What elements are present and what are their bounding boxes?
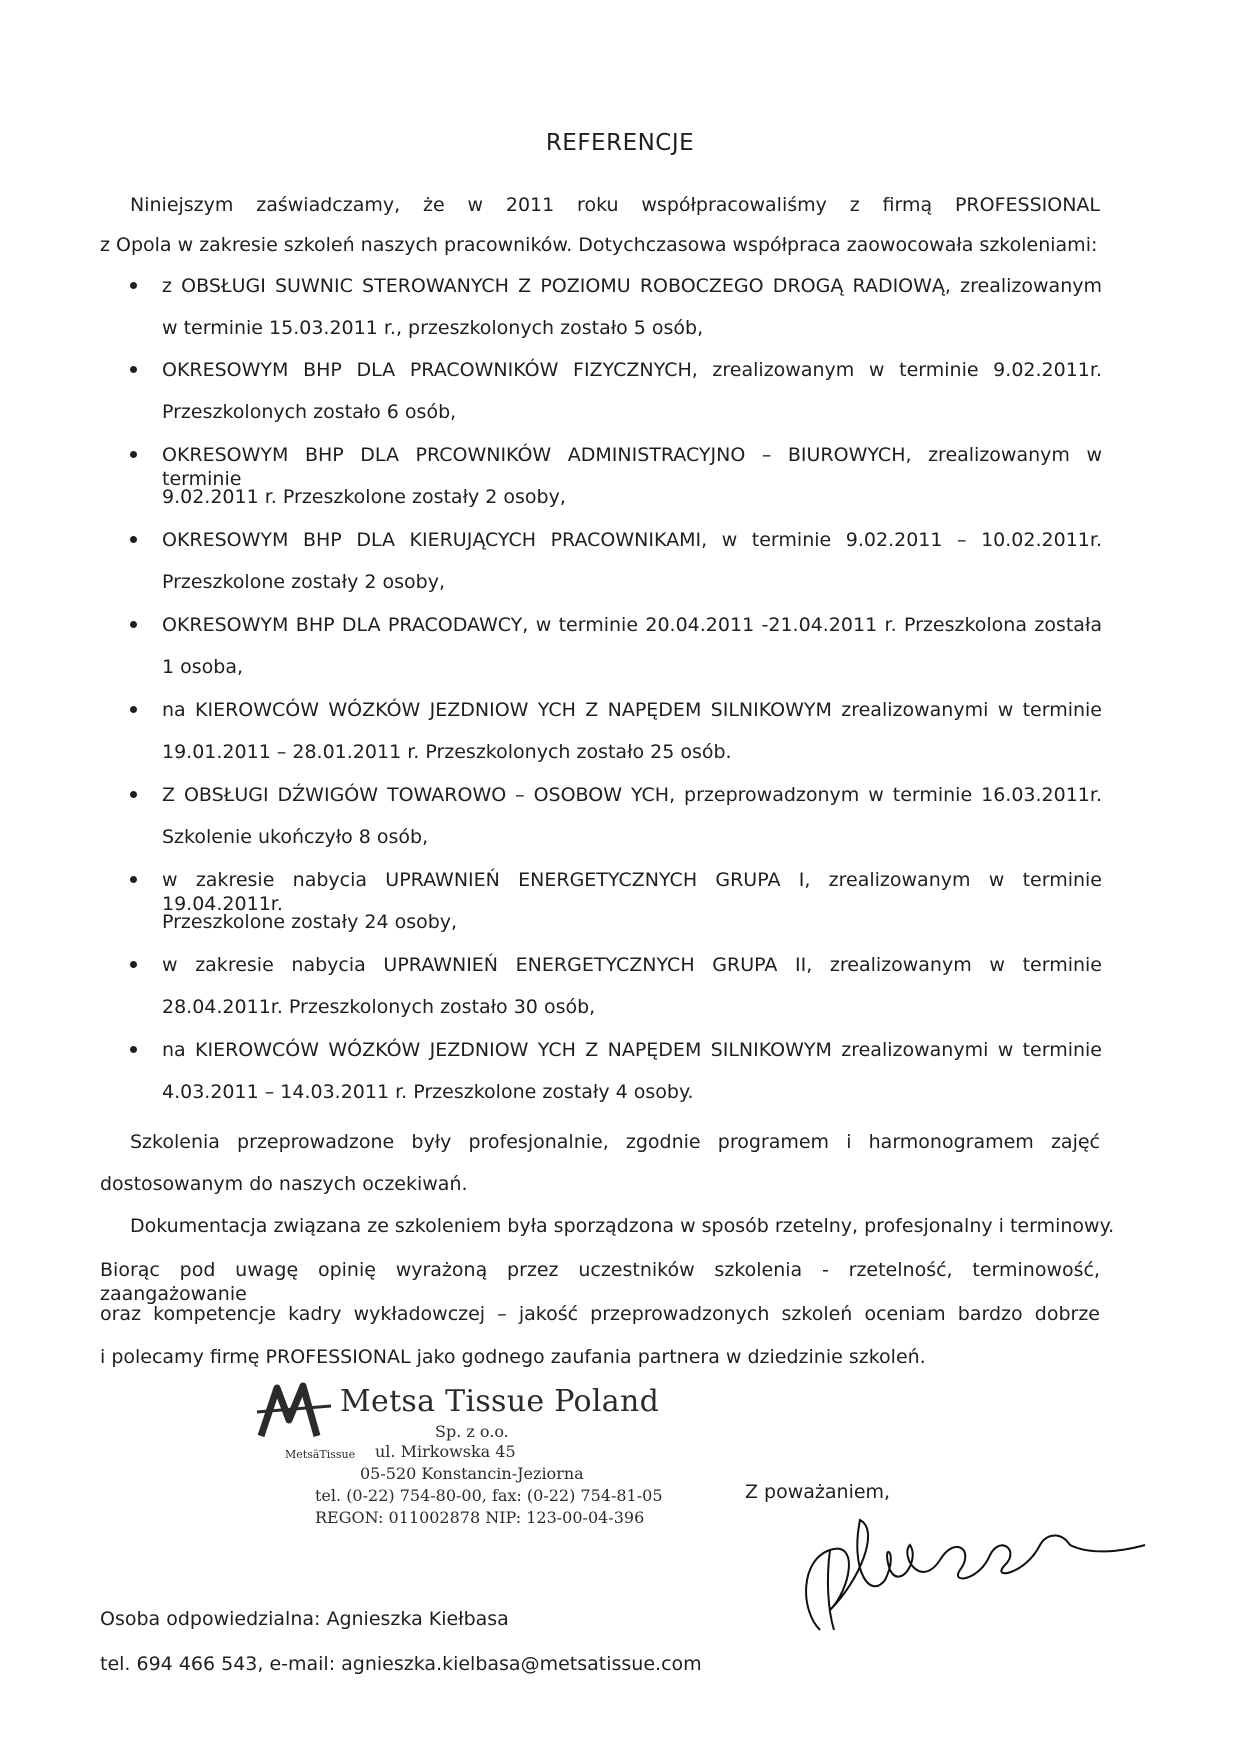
list-item-line-2: Szkolenie ukończyło 8 osób, xyxy=(162,826,429,848)
handwritten-signature xyxy=(790,1490,1150,1640)
bullet-dot xyxy=(130,961,137,968)
list-item-line-2: 4.03.2011 – 14.03.2011 r. Przeszkolone zostały 4 osoby. xyxy=(162,1081,694,1103)
list-item-line-2: 1 osoba, xyxy=(162,656,244,678)
list-item-line-2: w terminie 15.03.2011 r., przeszkolonych zostało 5 osób, xyxy=(162,317,704,339)
list-item-line-2: Przeszkolone zostały 24 osoby, xyxy=(162,911,458,933)
bullet-dot xyxy=(130,791,137,798)
company-logo-icon xyxy=(255,1380,335,1440)
closing-line-6: i polecamy firmę PROFESSIONAL jako godnego zaufania partnera w dziedzinie szkoleń. xyxy=(100,1346,926,1368)
closing-line-1: Szkolenia przeprowadzone były profesjonalnie, zgodnie programem i harmonogramem zajęć xyxy=(130,1131,1100,1153)
list-item-line-2: 19.01.2011 – 28.01.2011 r. Przeszkolonych zostało 25 osób. xyxy=(162,741,732,763)
bullet-dot xyxy=(130,451,137,458)
list-item-line-1: z OBSŁUGI SUWNIC STEROWANYCH Z POZIOMU ROBOCZEGO DROGĄ RADIOWĄ, zrealizowanym xyxy=(162,275,1102,297)
closing-line-3: Dokumentacja związana ze szkoleniem była sporządzona w sposób rzetelny, profesjonalny i terminowy. xyxy=(130,1215,1115,1237)
list-item-line-1: OKRESOWYM BHP DLA PRACODAWCY, w terminie 20.04.2011 -21.04.2011 r. Przeszkolona została xyxy=(162,614,1102,636)
intro-line-1: Niniejszym zaświadczamy, że w 2011 roku współpracowaliśmy z firmą PROFESSIONAL xyxy=(130,194,1100,216)
closing-line-2: dostosowanym do naszych oczekiwań. xyxy=(100,1173,468,1195)
list-item-line-2: 9.02.2011 r. Przeszkolone zostały 2 osoby, xyxy=(162,486,566,508)
list-item-line-1: Z OBSŁUGI DŹWIGÓW TOWAROWO – OSOBOW YCH, przeprowadzonym w terminie 16.03.2011r. xyxy=(162,784,1102,806)
regards-text: Z poważaniem, xyxy=(745,1481,891,1503)
bullet-dot xyxy=(130,876,137,883)
stamp-brand: MetsäTissue xyxy=(285,1448,356,1461)
bullet-dot xyxy=(130,621,137,628)
bullet-dot xyxy=(130,536,137,543)
stamp-phone: tel. (0-22) 754-80-00, fax: (0-22) 754-81-05 xyxy=(315,1486,663,1505)
company-stamp xyxy=(255,1380,675,1570)
list-item-line-2: Przeszkolonych zostało 6 osób, xyxy=(162,401,457,423)
list-item-line-1: w zakresie nabycia UPRAWNIEŃ ENERGETYCZNYCH GRUPA II, zrealizowanym w terminie xyxy=(162,954,1102,976)
list-item-line-1: OKRESOWYM BHP DLA KIERUJĄCYCH PRACOWNIKAMI, w terminie 9.02.2011 – 10.02.2011r. xyxy=(162,529,1102,551)
list-item-line-1: OKRESOWYM BHP DLA PRCOWNIKÓW ADMINISTRACYJNO – BIUROWYCH, zrealizowanym w terminie xyxy=(162,444,1102,490)
bullet-dot xyxy=(130,366,137,373)
stamp-legal-form: Sp. z o.o. xyxy=(435,1422,509,1441)
list-item-line-2: Przeszkolone zostały 2 osoby, xyxy=(162,571,445,593)
bullet-dot xyxy=(130,706,137,713)
list-item-line-1: w zakresie nabycia UPRAWNIEŃ ENERGETYCZNYCH GRUPA I, zrealizowanym w terminie 19.04.2011r. xyxy=(162,869,1102,915)
list-item-line-1: na KIEROWCÓW WÓZKÓW JEZDNIOW YCH Z NAPĘDEM SILNIKOWYM zrealizowanymi w terminie xyxy=(162,1039,1102,1061)
list-item-line-1: na KIEROWCÓW WÓZKÓW JEZDNIOW YCH Z NAPĘDEM SILNIKOWYM zrealizowanymi w terminie xyxy=(162,699,1102,721)
bullet-dot xyxy=(130,282,137,289)
stamp-city: 05-520 Konstancin-Jeziorna xyxy=(360,1464,584,1483)
intro-line-2: z Opola w zakresie szkoleń naszych pracowników. Dotychczasowa współpraca zaowocowała szkoleniami: xyxy=(100,234,1098,256)
stamp-street: ul. Mirkowska 45 xyxy=(375,1442,516,1461)
list-item-line-2: 28.04.2011r. Przeszkolonych zostało 30 osób, xyxy=(162,996,596,1018)
bullet-dot xyxy=(130,1046,137,1053)
contact-details: tel. 694 466 543, e-mail: agnieszka.kielbasa@metsatissue.com xyxy=(100,1653,702,1675)
closing-line-4: Biorąc pod uwagę opinię wyrażoną przez uczestników szkolenia - rzetelność, terminowość, zaangażowanie xyxy=(100,1259,1100,1305)
contact-person: Osoba odpowiedzialna: Agnieszka Kiełbasa xyxy=(100,1608,509,1630)
closing-line-5: oraz kompetencje kadry wykładowczej – jakość przeprowadzonych szkoleń oceniam bardzo dobrze xyxy=(100,1303,1100,1325)
document-title: REFERENCJE xyxy=(545,130,695,156)
list-item-line-1: OKRESOWYM BHP DLA PRACOWNIKÓW FIZYCZNYCH, zrealizowanym w terminie 9.02.2011r. xyxy=(162,359,1102,381)
stamp-ids: REGON: 011002878 NIP: 123-00-04-396 xyxy=(315,1508,645,1527)
stamp-company-name: Metsa Tissue Poland xyxy=(340,1384,660,1419)
